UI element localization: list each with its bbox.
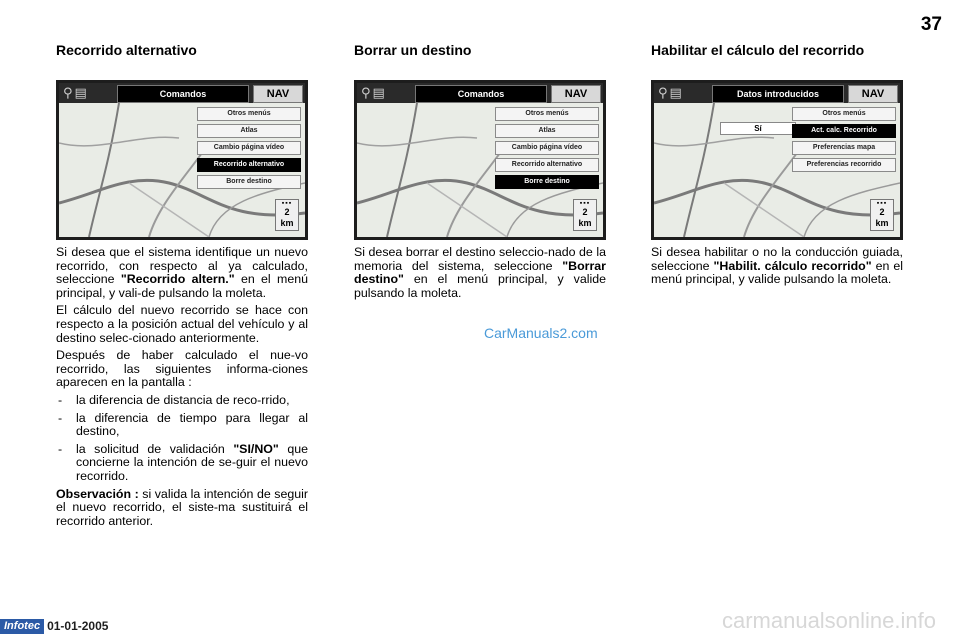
scale-value: 2 <box>879 207 885 217</box>
footer-date: 01-01-2005 <box>47 619 109 633</box>
paragraph: Si desea que el sistema identifique un nuevo recorrido, con respecto al ya calculado, seleccione "Recorrido altern." en el menú principal, y vali-de pulsando la moleta. <box>56 245 308 300</box>
menu-item-otros-menus[interactable]: Otros menús <box>495 107 599 121</box>
menu-item-atlas[interactable]: Atlas <box>495 124 599 138</box>
menu-item-borre-destino[interactable]: Borre destino <box>197 175 301 189</box>
footer-left <box>0 618 108 634</box>
screen-topbar <box>654 83 900 103</box>
tab-comandos[interactable]: Comandos <box>117 85 249 103</box>
paragraph: Después de haber calculado el nue-vo recorrido, las siguientes informa-ciones aparecen en la pantalla : <box>56 348 308 390</box>
scale-value: 2 <box>582 207 588 217</box>
body-text <box>56 246 308 528</box>
menu-item-act-calc-recorrido[interactable]: Act. calc. Recorrido <box>792 124 896 138</box>
body-text <box>354 246 606 300</box>
tab-datos-introducidos[interactable]: Datos introducidos <box>712 85 844 103</box>
screen-topbar <box>59 83 305 103</box>
menu-item-preferencias-recorrido[interactable]: Preferencias recorrido <box>792 158 896 172</box>
map-scale: ▪▪▪ 2 km <box>275 199 299 231</box>
menu-item-borre-destino[interactable]: Borre destino <box>495 175 599 189</box>
note: Observación : si valida la intención de seguir el nuevo recorrido, el siste-ma sustituirá el recorrido anterior. <box>56 486 309 528</box>
paragraph: Si desea borrar el destino seleccio-nado de la memoria del sistema, seleccione "Borrar destino" en el menú principal, y valide pulsando la moleta. <box>354 245 606 300</box>
column-habilitar-calculo <box>651 42 903 291</box>
section-title: Borrar un destino <box>354 42 472 58</box>
infotec-logo: Infotec <box>0 619 44 634</box>
body-text <box>651 246 903 287</box>
menu-item-cambio-pagina-video[interactable]: Cambio página vídeo <box>197 141 301 155</box>
column-recorrido-alternativo <box>56 42 308 532</box>
menu-item-cambio-pagina-video[interactable]: Cambio página vídeo <box>495 141 599 155</box>
nav-screen-image <box>651 80 903 240</box>
scale-unit: km <box>875 218 889 228</box>
list-item: - la diferencia de tiempo para llegar al destino, <box>58 410 308 439</box>
paragraph: El cálculo del nuevo recorrido se hace con respecto a la posición actual del vehículo y al destino selec-cionado anteriormente. <box>56 303 308 345</box>
nav-screen-image <box>56 80 308 240</box>
satellite-signal-icon: ⚲▤ <box>658 85 684 100</box>
tab-nav[interactable]: NAV <box>551 85 601 103</box>
list-item: - la solicitud de validación "SI/NO" que concierne la intención de se-guir el nuevo recorrido. <box>58 441 308 483</box>
screen-topbar <box>357 83 603 103</box>
menu-item-recorrido-alternativo[interactable]: Recorrido alternativo <box>495 158 599 172</box>
tab-nav[interactable]: NAV <box>848 85 898 103</box>
si-value-box[interactable]: Sí <box>720 122 796 135</box>
bullet-list <box>56 394 308 484</box>
map-scale: ▪▪▪ 2 km <box>870 199 894 231</box>
menu-item-otros-menus[interactable]: Otros menús <box>792 107 896 121</box>
paragraph: Si desea habilitar o no la conducción guiada, seleccione "Habilit. cálculo recorrido" en el menú principal, y valide pulsando la moleta. <box>651 245 903 287</box>
satellite-signal-icon: ⚲▤ <box>361 85 387 100</box>
menu-item-atlas[interactable]: Atlas <box>197 124 301 138</box>
section-title: Habilitar el cálculo del recorrido <box>651 42 865 58</box>
section-title: Recorrido alternativo <box>56 42 197 58</box>
satellite-signal-icon: ⚲▤ <box>63 85 89 100</box>
map-view <box>59 83 305 237</box>
tab-nav[interactable]: NAV <box>253 85 303 103</box>
column-borrar-destino <box>354 42 606 304</box>
scale-value: 2 <box>284 207 290 217</box>
scale-unit: km <box>280 218 294 228</box>
menu-item-preferencias-mapa[interactable]: Preferencias mapa <box>792 141 896 155</box>
scale-unit: km <box>578 218 592 228</box>
watermark: CarManuals2.com <box>484 325 598 341</box>
menu-item-otros-menus[interactable]: Otros menús <box>197 107 301 121</box>
screen-menu <box>197 107 301 192</box>
footer-site-watermark: carmanualsonline.info <box>721 608 936 633</box>
map-view <box>654 83 900 237</box>
map-view <box>357 83 603 237</box>
tab-comandos[interactable]: Comandos <box>415 85 547 103</box>
screen-menu <box>792 107 896 175</box>
menu-item-recorrido-alternativo[interactable]: Recorrido alternativo <box>197 158 301 172</box>
nav-screen-image <box>354 80 606 240</box>
page-number: 37 <box>920 14 942 35</box>
map-scale: ▪▪▪ 2 km <box>573 199 597 231</box>
screen-menu <box>495 107 599 192</box>
list-item: - la diferencia de distancia de reco-rrido, <box>58 392 290 407</box>
